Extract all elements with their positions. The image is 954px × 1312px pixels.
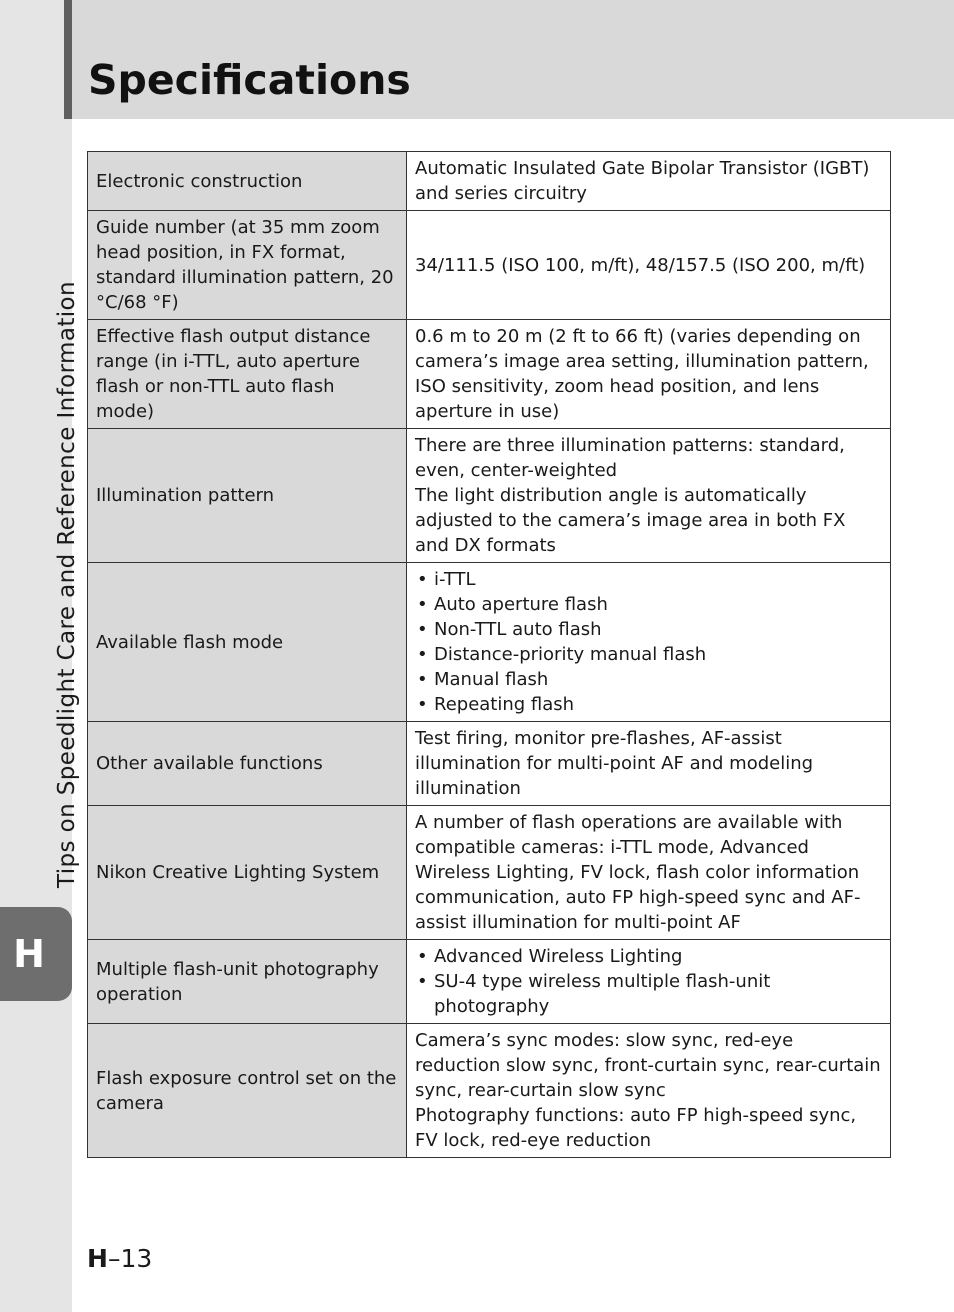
value-line: Photography functions: auto FP high-speed sync, FV lock, red-eye reduction [415, 1105, 857, 1151]
row-value [407, 806, 891, 940]
list-item: • SU-4 type wireless multiple flash-unit photography [415, 969, 882, 1019]
multi-flash-list [415, 944, 882, 1019]
page-number-letter: H [87, 1244, 108, 1273]
section-tab-letter: H [13, 932, 45, 976]
specifications-table [87, 151, 891, 1158]
page-title: Specifications [88, 56, 411, 104]
row-label: Effective flash output distance range (in i-TTL, auto aperture flash or non-TTL auto flash mode) [88, 320, 407, 429]
list-item: • i-TTL [415, 567, 882, 592]
row-value: 34/111.5 (ISO 100, m/ft), 48/157.5 (ISO 200, m/ft) [407, 211, 891, 320]
row-value [407, 940, 891, 1024]
row-value: Test firing, monitor pre-flashes, AF-assist illumination for multi-point AF and modeling illumination [407, 722, 891, 806]
row-label: Multiple flash-unit photography operation [88, 940, 407, 1024]
row-value: 0.6 m to 20 m (2 ft to 66 ft) (varies depending on camera’s image area setting, illumination pattern, ISO sensitivity, zoom head position, and lens aperture in use) [407, 320, 891, 429]
list-item: • Non-TTL auto flash [415, 617, 882, 642]
table-row [88, 806, 891, 940]
row-label: Flash exposure control set on the camera [88, 1024, 407, 1158]
row-value [407, 429, 891, 563]
table-row [88, 1024, 891, 1158]
flash-mode-list [415, 567, 882, 717]
value-line: The light distribution angle is automatically adjusted to the camera’s image area in both FX and DX formats [415, 485, 846, 556]
row-value [407, 1024, 891, 1158]
value-line: Wireless Lighting, FV lock, flash color information communication, auto FP high-speed sync and AF-assist illumination for multi-point AF [415, 862, 861, 933]
list-item: • Advanced Wireless Lighting [415, 944, 882, 969]
table-row [88, 722, 891, 806]
row-label: Nikon Creative Lighting System [88, 806, 407, 940]
table-row [88, 211, 891, 320]
page-number [87, 1244, 152, 1274]
row-label: Guide number (at 35 mm zoom head position, in FX format, standard illumination pattern, 20 °C/68 °F) [88, 211, 407, 320]
section-tab [0, 907, 72, 1001]
list-item: • Manual flash [415, 667, 882, 692]
section-title-vertical: Tips on Speedlight Care and Reference Information [54, 281, 80, 888]
value-line: A number of flash operations are available with compatible cameras: i-TTL mode, Advanced [415, 812, 843, 858]
table-row [88, 429, 891, 563]
table-row [88, 940, 891, 1024]
value-line: Camera’s sync modes: slow sync, red-eye reduction slow sync, front-curtain sync, rear-curtain sync, rear-curtain slow sync [415, 1030, 881, 1101]
list-item: • Repeating flash [415, 692, 882, 717]
row-label: Illumination pattern [88, 429, 407, 563]
row-value: Automatic Insulated Gate Bipolar Transistor (IGBT) and series circuitry [407, 152, 891, 211]
value-line: There are three illumination patterns: standard, even, center-weighted [415, 435, 845, 481]
table-row [88, 152, 891, 211]
page-number-suffix: –13 [107, 1244, 153, 1273]
row-label: Available flash mode [88, 563, 407, 722]
table-row [88, 563, 891, 722]
list-item: • Auto aperture flash [415, 592, 882, 617]
row-label: Electronic construction [88, 152, 407, 211]
table-row [88, 320, 891, 429]
row-value [407, 563, 891, 722]
row-label: Other available functions [88, 722, 407, 806]
list-item: • Distance-priority manual flash [415, 642, 882, 667]
